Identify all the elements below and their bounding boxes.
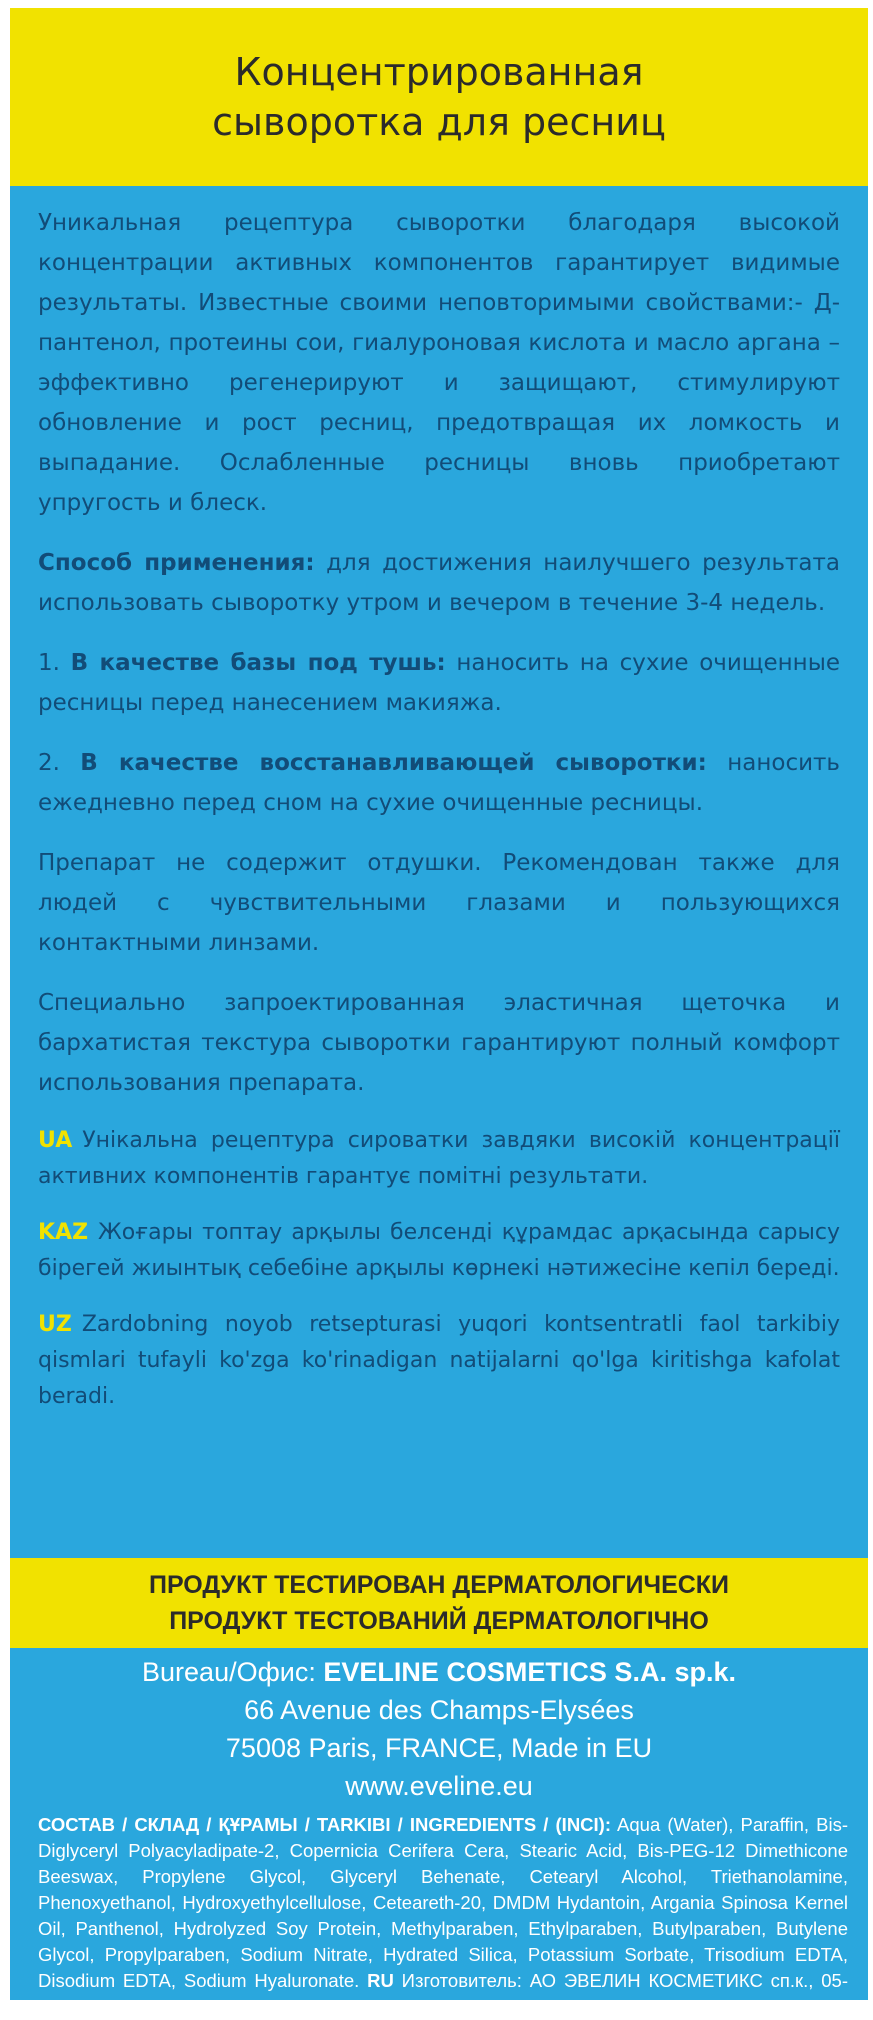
translation-uz — [38, 1307, 840, 1415]
lang-code-uz: UZ — [38, 1312, 72, 1337]
brush-paragraph: Специально запроектированная эластичная щеточка и бархатистая текстура сыворотки гарантируют полный комфорт использования препарата. — [38, 990, 840, 1096]
badge-line-ua: ПРОДУКТ ТЕСТОВАНИЙ ДЕРМАТОЛОГІЧНО — [169, 1607, 709, 1635]
description-paragraph: Уникальная рецептура сыворотки благодаря высокой концентрации активных компонентов гарантирует видимые результаты. Известные своими неповторимыми свойствами:- Д-пантенол, протеины сои, гиалуроновая кислота и масло аргана – эффективно регенерируют и защищают, стимулируют обновление и рост ресниц, предотвращая их ломкость и выпадание. Ослабленные ресницы вновь приобретают упругость и блеск. — [38, 210, 840, 516]
ingredients-list — [38, 1812, 848, 2020]
product-title: Концентрированная сыворотка для ресниц — [212, 50, 666, 144]
office-address — [10, 1653, 868, 1805]
usage-label: Способ применения: — [38, 550, 315, 576]
address-line-2: 75008 Paris, FRANCE, Made in EU — [225, 1733, 653, 1763]
description-section — [38, 203, 840, 1435]
step-1-label: В качестве базы под тушь: — [70, 650, 446, 676]
dermatology-badge — [10, 1558, 868, 1648]
step-2-number: 2. — [38, 750, 81, 776]
package-panel — [10, 8, 868, 2017]
manufacturer-text: Изготовитель: АО ЭВЕЛИН КОСМЕТИКС сп.к., 05-506 Лешноволь, ул. Житня 19, Польша — [38, 1970, 848, 2017]
translation-ua-text: Унікальна рецептура сироватки завдяки високій концентрації активних компонентів гарантує помітні результати. — [38, 1128, 840, 1189]
translation-kaz-text: Жоғары топтау арқылы белсенді құрамдас арқасында сарысу бірегей жиынтық себебіне арқылы көрнекі нәтижесіне кепіл береді. — [38, 1220, 840, 1281]
step-2-text: наносить ежедневно перед сном на сухие очищенные ресницы. — [38, 750, 840, 816]
step-2 — [38, 743, 840, 823]
step-1 — [38, 643, 840, 723]
step-2-label: В качестве восстанавливающей сыворотки: — [80, 750, 707, 776]
office-line — [10, 1653, 868, 1691]
usage-text: для достижения наилучшего результата использовать сыворотку утром и вечером в течение 3-4 недель. — [38, 550, 840, 616]
office-label: Bureau/Офис: — [142, 1657, 324, 1687]
badge-line-ru: ПРОДУКТ ТЕСТИРОВАН ДЕРМАТОЛОГИЧЕСКИ — [148, 1571, 730, 1599]
translation-ua — [38, 1123, 840, 1195]
lang-code-ua: UA — [38, 1128, 73, 1153]
lang-code-kaz: KAZ — [38, 1220, 89, 1245]
website: www.eveline.eu — [345, 1771, 533, 1801]
address-line-1: 66 Avenue des Champs-Elysées — [244, 1695, 634, 1725]
translation-kaz — [38, 1215, 840, 1287]
usage-paragraph — [38, 543, 840, 623]
fragrance-paragraph: Препарат не содержит отдушки. Рекомендован также для людей с чувствительными глазами и пользующихся контактными линзами. — [38, 850, 840, 956]
ingredients-label: СОСТАВ / СКЛАД / ҚҰРАМЫ / TARKIBI / INGREDIENTS / (INCI): — [38, 1814, 611, 1835]
step-1-text: наносить на сухие очищенные ресницы перед нанесением макияжа. — [38, 650, 840, 716]
company-name: EVELINE COSMETICS S.A. sp.k. — [323, 1657, 736, 1687]
translation-uz-text: Zardobning noyob retsepturasi yuqori kontsentratli faol tarkibiy qismlari tufayli ko'zga ko'rinadigan natijalarni qo'lga kiritishga kafolat beradi. — [38, 1312, 840, 1409]
ingredients-text: Aqua (Water), Paraffin, Bis-Diglyceryl Polyacyladipate-2, Copernicia Cerifera Cera, Stearic Acid, Bis-PEG-12 Dimethicone Beeswax, Propylene Glycol, Glyceryl Behenate, Cetearyl Alcohol, Triethanolamine, Phenoxyethanol, Hydroxyethylcellulose, Ceteareth-20, DMDM Hydantoin, Argania Spinosa Kernel Oil, Panthenol, Hydrolyzed Soy Protein, Methylparaben, Ethylparaben, Butylparaben, Butylene Glycol, Propylparaben, Sodium Nitrate, Hydrated Silica, Potassium Sorbate, Trisodium EDTA, Disodium EDTA, Sodium Hyaluronate. — [38, 1814, 848, 1991]
title-banner — [10, 8, 868, 186]
ru-label: RU — [367, 1970, 394, 1991]
step-1-number: 1. — [38, 650, 71, 676]
